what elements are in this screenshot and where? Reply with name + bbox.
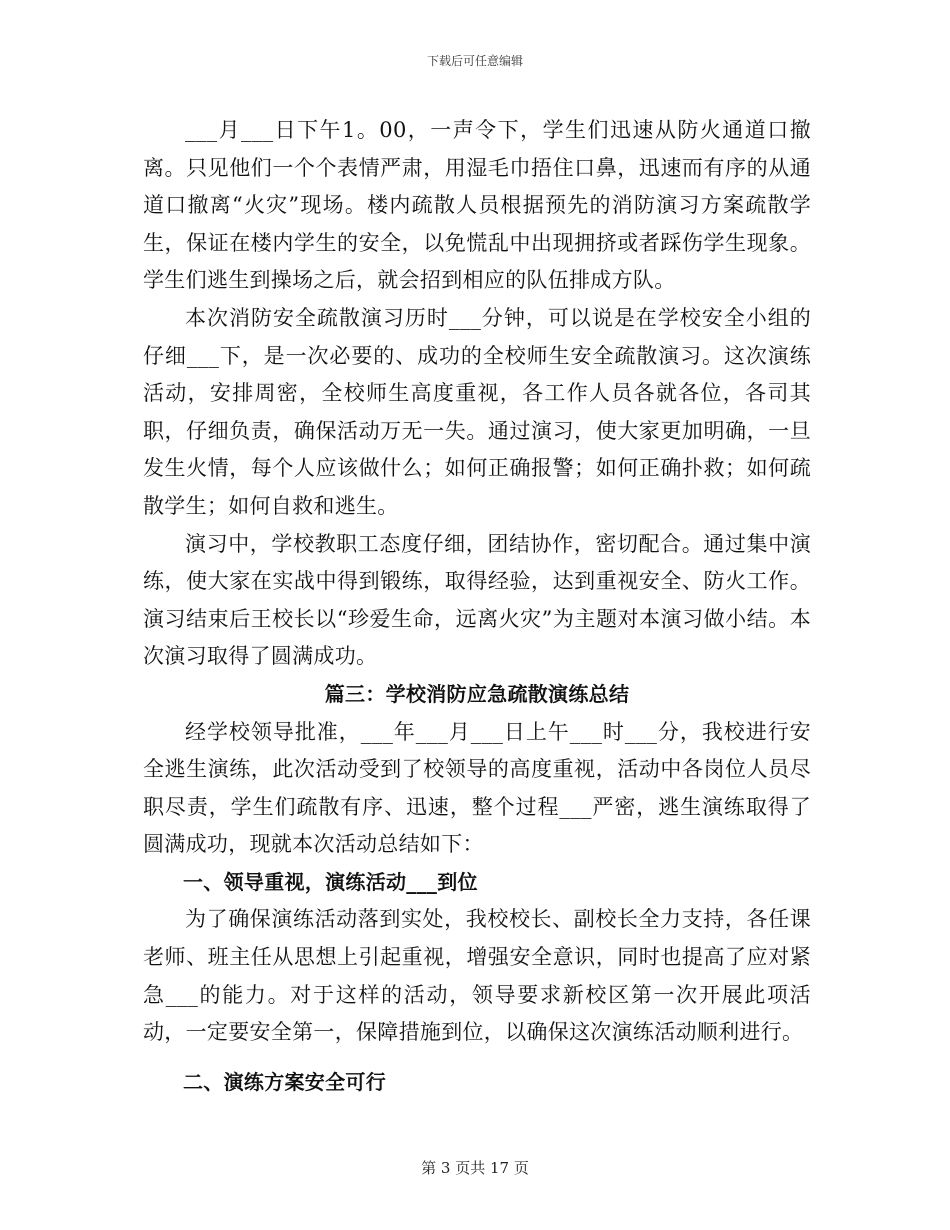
paragraph-drill-summary: 本次消防安全疏散演习历时___分钟，可以说是在学校安全小组的仔细___下，是一次必要的、成功的全校师生安全疏散演习。这次演练活动，安排周密，全校师生高度重视，各工作人员各就各位，各司其职，仔细负责，确保活动万无一失。通过演习，使大家更加明确，一旦发生火情，每个人应该做什么；如何正确报警；如何正确扑救；如何疏散学生；如何自救和逃生。: [143, 305, 811, 518]
paragraph-drill-intro: 经学校领导批准，___年___月___日上午___时___分，我校进行安全逃生演练，此次活动受到了校领导的高度重视，活动中各岗位人员尽职尽责，学生们疏散有序、迅速，整个过程___严密，逃生演练取得了圆满成功，现就本次活动总结如下：: [143, 719, 811, 857]
sub-heading-leadership: 一、领导重视，演练活动___到位: [183, 869, 478, 894]
sub-heading-plan: 二、演练方案安全可行: [183, 1069, 386, 1094]
paragraph-evacuation: ___月___日下午1。00，一声令下，学生们迅速从防火通道口撤离。只见他们一个个表情严肃，用湿毛巾捂住口鼻，迅速而有序的从通道口撤离“火灾”现场。楼内疏散人员根据预先的消防演习方案疏散学生，保证在楼内学生的安全，以免慌乱中出现拥挤或者踩伤学生现象。学生们逃生到操场之后，就会招到相应的队伍排成方队。: [143, 118, 811, 293]
page-number: 第 3 页共 17 页: [421, 1159, 529, 1177]
paragraph-leadership: 为了确保演练活动落到实处，我校校长、副校长全力支持，各任课老师、班主任从思想上引起重视，增强安全意识，同时也提高了应对紧急___的能力。对于这样的活动，领导要求新校区第一次开展此项活动，一定要安全第一，保障措施到位，以确保这次演练活动顺利进行。: [143, 907, 811, 1045]
header-note: 下载后可任意编辑: [426, 54, 523, 68]
paragraph-staff-cooperation: 演习中，学校教职工态度仔细，团结协作，密切配合。通过集中演练，使大家在实战中得到锻练，取得经验，达到重视安全、防火工作。演习结束后王校长以“珍爱生命，远离火灾”为主题对本演习做小结。本次演习取得了圆满成功。: [143, 531, 811, 669]
document-body: [143, 112, 811, 1101]
section-title: 篇三：学校消防应急疏散演练总结: [324, 681, 630, 706]
